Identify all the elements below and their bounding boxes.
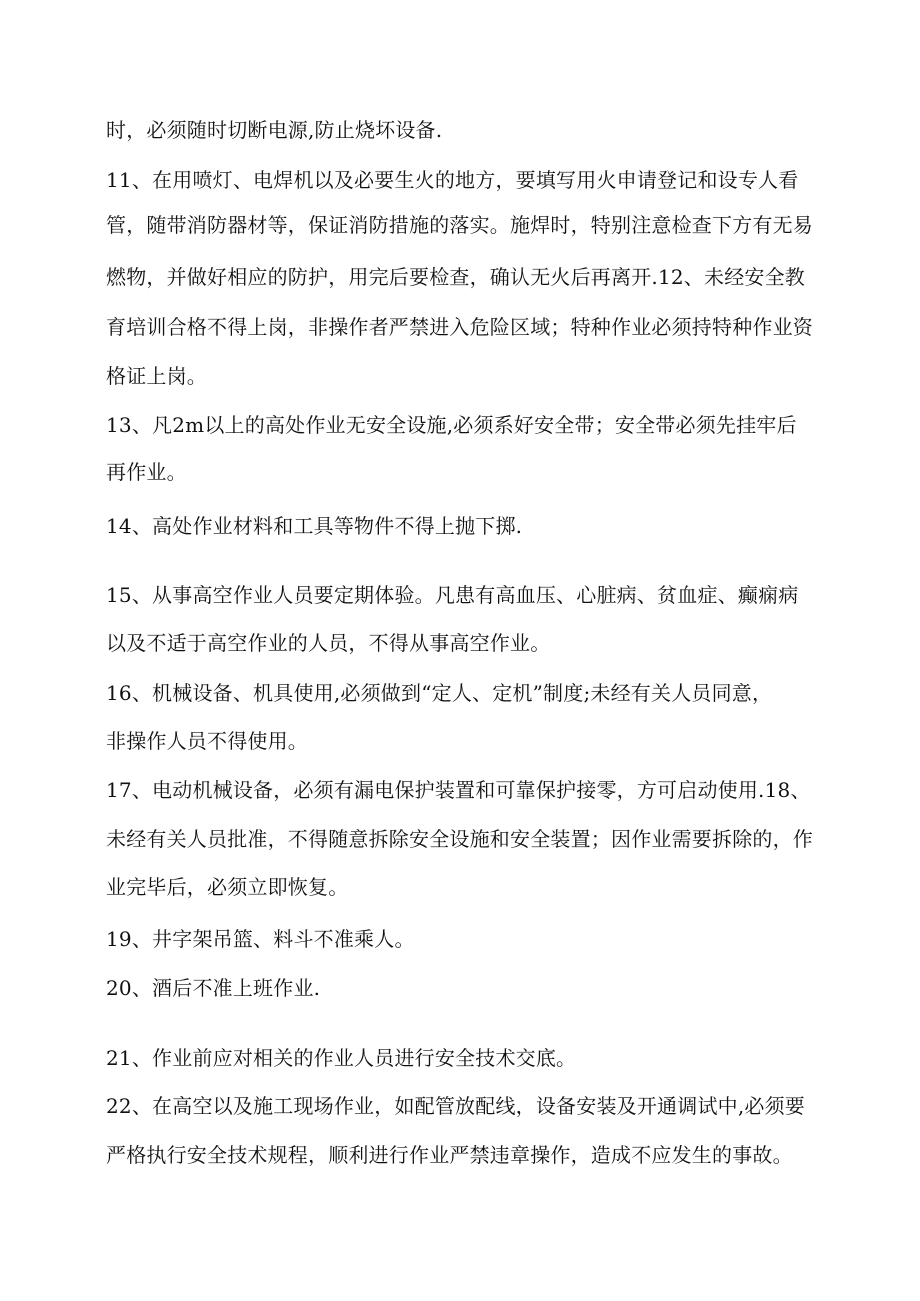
text-line-5: 育培训合格不得上岗，非操作者严禁进入危险区域；特种作业必须持特种作业资 xyxy=(106,315,813,339)
text-line-4: 燃物，并做好相应的防护，用完后要检查，确认无火后再离开.12、未经安全教 xyxy=(106,265,806,289)
text-line-6: 格证上岗。 xyxy=(106,364,207,388)
text-line-18: 20、酒后不准上班作业. xyxy=(106,976,321,1000)
text-line-14: 17、电动机械设备，必须有漏电保护装置和可靠保护接零，方可启动使用.18、 xyxy=(106,778,811,802)
text-line-19: 21、作业前应对相关的作业人员进行安全技术交底。 xyxy=(106,1046,577,1070)
text-line-8: 再作业。 xyxy=(106,460,187,484)
text-line-2: 11、在用喷灯、电焊机以及必要生火的地方，要填写用火申请登记和设专人看 xyxy=(106,168,799,192)
text-line-17: 19、井字架吊篮、料斗不准乘人。 xyxy=(106,927,415,951)
text-line-1: 时，必须随时切断电源,防止烧坏设备. xyxy=(106,118,443,142)
text-line-16: 业完毕后，必须立即恢复。 xyxy=(106,875,349,899)
text-line-21: 严格执行安全技术规程，顺利进行作业严禁违章操作，造成不应发生的事故。 xyxy=(106,1143,793,1167)
text-line-7: 13、凡2m以上的高处作业无安全设施,必须系好安全带；安全带必须先挂牢后 xyxy=(106,413,797,437)
text-line-3: 管，随带消防器材等，保证消防措施的落实。施焊时，特别注意检查下方有无易 xyxy=(106,213,813,237)
text-line-13: 非操作人员不得使用。 xyxy=(106,729,308,753)
text-line-15: 未经有关人员批准，不得随意拆除安全设施和安全装置；因作业需要拆除的，作 xyxy=(106,827,813,851)
text-line-11: 以及不适于高空作业的人员，不得从事高空作业。 xyxy=(106,631,551,655)
text-line-9: 14、高处作业材料和工具等物件不得上抛下掷. xyxy=(106,514,523,538)
text-line-12: 16、机械设备、机具使用,必须做到“定人、定机”制度;未经有关人员同意， xyxy=(106,681,773,705)
text-line-20: 22、在高空以及施工现场作业，如配管放配线，设备安装及开通调试中,必须要 xyxy=(106,1094,806,1118)
text-line-10: 15、从事高空作业人员要定期体验。凡患有高血压、心脏病、贫血症、癫痫病 xyxy=(106,583,799,607)
